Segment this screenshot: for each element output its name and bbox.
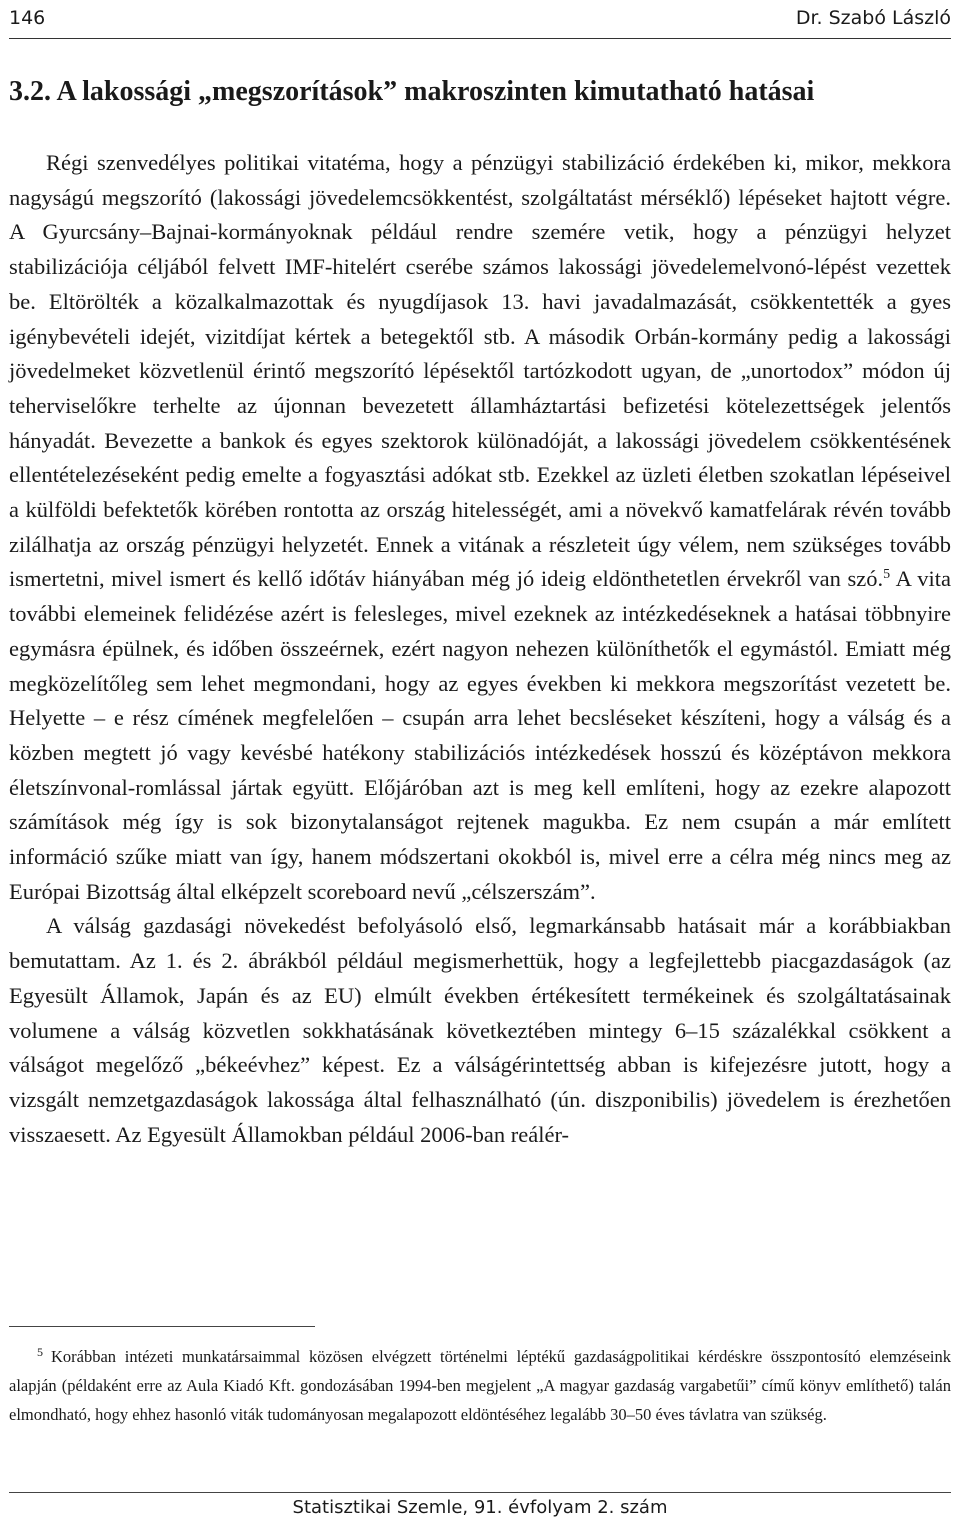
footnote-divider: [9, 1326, 315, 1327]
paragraph: [9, 146, 951, 909]
footnote-mark: 5: [37, 1345, 43, 1359]
running-header-author: Dr. Szabó László: [795, 7, 951, 29]
article-body: [9, 146, 951, 1152]
running-header: [9, 0, 951, 39]
footnote-reference[interactable]: 5: [883, 567, 891, 583]
section-title: 3.2. A lakossági „megszorítások” makroszinten kimutatható hatásai: [9, 76, 815, 107]
page-number: 146: [9, 7, 46, 29]
footnote: [9, 1342, 951, 1429]
paragraph-text: A vita további elemeinek felidézése azért is felesleges, mivel ezeknek az intézkedéseknek a hatásai többnyire egymásra épülnek, és időben összeérnek, ezért nagyon nehezen különíthetők el egymástól. Emiatt még megközelítőleg sem lehet megmondani, hogy az egyes években ki mekkora megszorítást vezetett be. Helyette – e rész címének megfelelően – csupán arra lehet becsléseket készíteni, hogy a válság és a közben megtett jó vagy kevésbé hatékony stabilizációs intézkedések hosszú és középtávon mekkora életszínvonal-romlással jártak együtt. Előjáróban azt is meg kell említeni, hogy az ezekre alapozott számítások még így is sok bizonytalanságot rejtenek magukba. Ez nem csupán a már említett információ szűke miatt van így, hanem módszertani okokból is, mivel erre a célra még nincs meg az Európai Bizottság által elképzelt scoreboard nevű „célszerszám”.: [9, 566, 951, 904]
footer-divider: [9, 1492, 951, 1493]
paragraph: A válság gazdasági növekedést befolyásoló első, legmarkánsabb hatásait már a korábbiakban bemutattam. Az 1. és 2. ábrákból például megismerhettük, hogy a legfejlettebb piacgazdaságok (az Egyesült Államok, Japán és az EU) elmúlt években értékesített termékeinek és szolgáltatásainak volumene a válság közvetlen sokkhatásának következtében mintegy 6–15 százalékkal csökkent a válságot megelőző „békeévhez” képest. Ez a válságérintettség abban is kifejezésre jutott, hogy a vizsgált nemzetgazdaságok lakossága által felhasználható (ún. diszponibilis) jövedelem is érezhetően visszaesett. Az Egyesült Államokban például 2006-ban reálér-: [9, 913, 951, 1147]
paragraph-text: Régi szenvedélyes politikai vitatéma, hogy a pénzügyi stabilizáció érdekében ki, mikor, mekkora nagyságú megszorító (lakossági jövedelemcsökkentést, szolgáltatást mérséklő) lépéseket hajtott végre. A Gyurcsány–Bajnai-kormányoknak például rendre szemére vetik, hogy a pénzügyi helyzet stabilizációja céljából felvett IMF-hitelért cserébe számos lakossági jövedelemelvonó-lépést vezettek be. Eltörölték a közalkalmazottak és nyugdíjasok 13. havi javadalmazását, csökkentették a gyes igénybevételi idejét, vizitdíjat kértek a betegektől stb. A második Orbán-kormány pedig a lakossági jövedelmeket közvetlenül érintő megszorító lépésektől tartózkodott ugyan, de „unortodox” módon új teherviselőkre terhelte az újonnan bevezetett államháztartási befizetési kötelezettségek jelentős hányadát. Bevezette a bankok és egyes szektorok különadóját, a lakossági jövedelem csökkentésének ellentételezéseként pedig emelte a fogyasztási adókat stb. Ezekkel az üzleti életben szokatlan lépéseivel a külföldi befektetők körében rontotta az ország hitelességét, ami a növekvő kamatfelárak révén tovább zilálhatja az ország pénzügyi helyzetét. Ennek a vitának a részleteit úgy vélem, nem szükséges tovább ismertetni, mivel ismert és kellő időtáv hiányában még jó ideig eldönthetetlen érvekről van szó.: [9, 150, 951, 592]
footnote-text: Korábban intézeti munkatársaimmal közösen elvégzett történelmi léptékű gazdaságpolitikai kérdéskre összpontosító elemzéseink alapján (példaként erre az Aula Kiadó Kft. gondozásában 1994-ben megjelent „A magyar gazdaság vargabetűi” című könyv említhető) talán elmondható, hogy ehhez hasonló viták tudományosan megalapozott eldöntéséhez legalább 30–50 éves távlatra van szükség.: [9, 1347, 951, 1424]
journal-footer: Statisztikai Szemle, 91. évfolyam 2. szám: [292, 1497, 668, 1518]
